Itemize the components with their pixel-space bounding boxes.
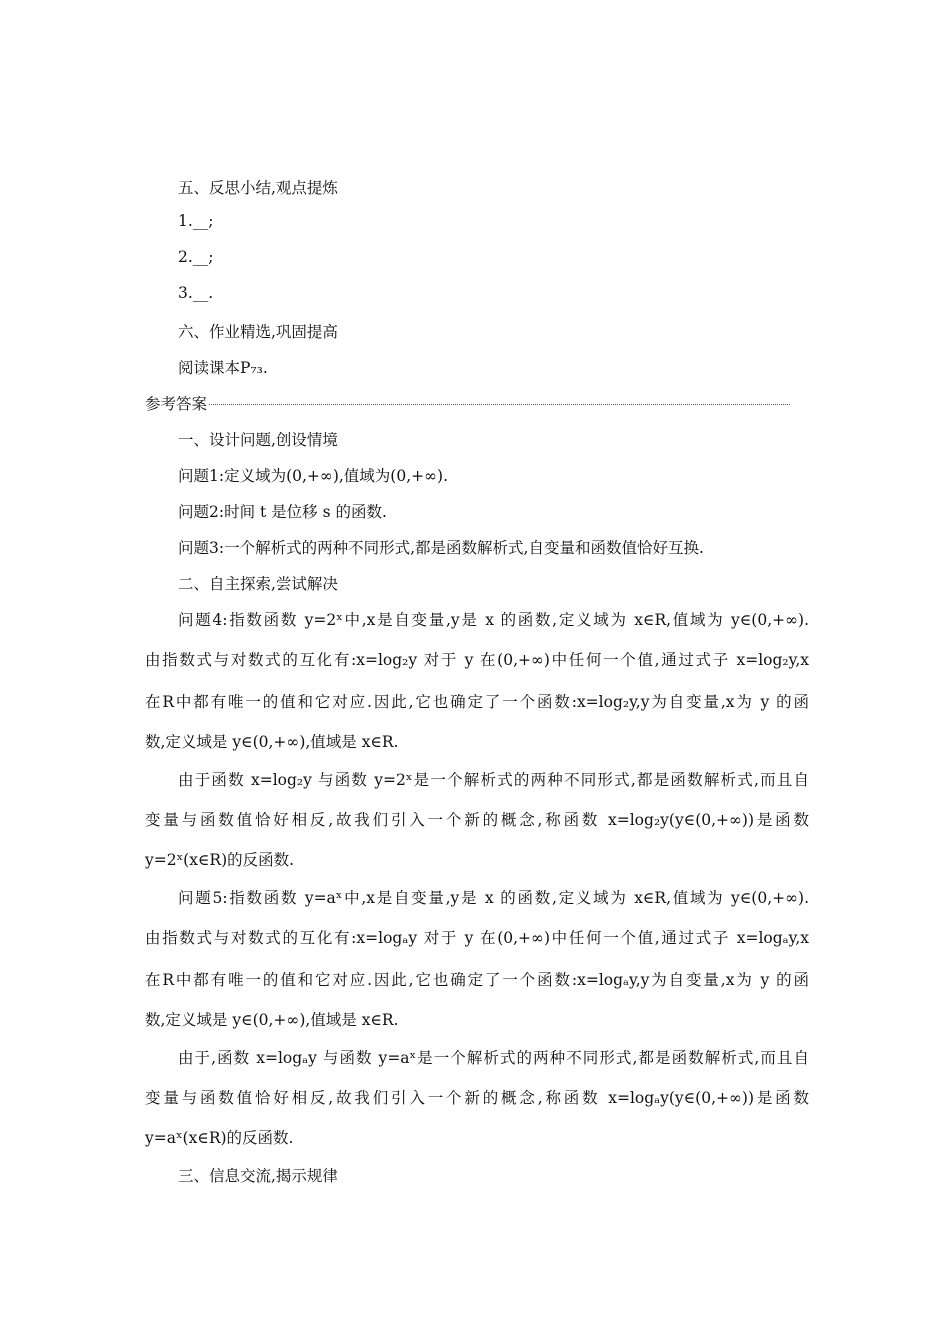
answer-q4-line1: 问题4:指数函数 y=2ˣ中,x是自变量,y是 x 的函数,定义域为 x∈R,值域为 y∈(0,+∞). (178, 611, 809, 629)
paragraph-inverse-2-line3: y=2ˣ(x∈R)的反函数. (145, 851, 295, 869)
section6-heading: 六、作业精选,巩固提高 (178, 323, 338, 341)
answer-q5-line3: 在R中都有唯一的值和它对应.因此,它也确定了一个函数:x=logₐy,y为自变量,x为 y 的函 (145, 971, 809, 989)
section3-heading: 三、信息交流,揭示规律 (178, 1167, 338, 1185)
answer-q5-line4: 数,定义域是 y∈(0,+∞),值域是 x∈R. (145, 1011, 399, 1029)
section2-heading: 二、自主探索,尝试解决 (178, 575, 338, 593)
answer-question-1: 问题1:定义域为(0,+∞),值域为(0,+∞). (178, 467, 449, 485)
section1-heading: 一、设计问题,创设情境 (178, 431, 338, 449)
answer-q5-line2: 由指数式与对数式的互化有:x=logₐy 对于 y 在(0,+∞)中任何一个值,通过式子 x=logₐy,x (145, 929, 809, 947)
summary-item-1: 1.__; (178, 212, 214, 230)
summary-item-3: 3.__. (178, 284, 214, 302)
paragraph-inverse-a-line2: 变量与函数值恰好相反,故我们引入一个新的概念,称函数 x=logₐy(y∈(0,+∞))是函数 (145, 1089, 809, 1107)
summary-item-2: 2.__; (178, 248, 214, 266)
answer-q4-line3: 在R中都有唯一的值和它对应.因此,它也确定了一个函数:x=log₂y,y为自变量,x为 y 的函 (145, 693, 809, 711)
answer-q4-line2: 由指数式与对数式的互化有:x=log₂y 对于 y 在(0,+∞)中任何一个值,通过式子 x=log₂y,x (145, 651, 809, 669)
paragraph-inverse-a-line1: 由于,函数 x=logₐy 与函数 y=aˣ是一个解析式的两种不同形式,都是函数解析式,而且自 (178, 1049, 809, 1067)
answer-question-2: 问题2:时间 t 是位移 s 的函数. (178, 503, 387, 521)
answer-q5-line1: 问题5:指数函数 y=aˣ中,x是自变量,y是 x 的函数,定义域为 x∈R,值域为 y∈(0,+∞). (178, 889, 809, 907)
answers-title: 参考答案 (145, 395, 208, 413)
answer-q4-line4: 数,定义域是 y∈(0,+∞),值域是 x∈R. (145, 733, 399, 751)
paragraph-inverse-a-line3: y=aˣ(x∈R)的反函数. (145, 1129, 294, 1147)
section5-heading: 五、反思小结,观点提炼 (178, 179, 338, 197)
dotted-rule (209, 403, 790, 405)
answer-question-3: 问题3:一个解析式的两种不同形式,都是函数解析式,自变量和函数值恰好互换. (178, 539, 704, 557)
paragraph-inverse-2-line2: 变量与函数值恰好相反,故我们引入一个新的概念,称函数 x=log₂y(y∈(0,+∞))是函数 (145, 811, 809, 829)
reading-assignment: 阅读课本P₇₃. (178, 359, 268, 377)
answer-separator (145, 392, 790, 414)
paragraph-inverse-2-line1: 由于函数 x=log₂y 与函数 y=2ˣ是一个解析式的两种不同形式,都是函数解析式,而且自 (178, 771, 809, 789)
